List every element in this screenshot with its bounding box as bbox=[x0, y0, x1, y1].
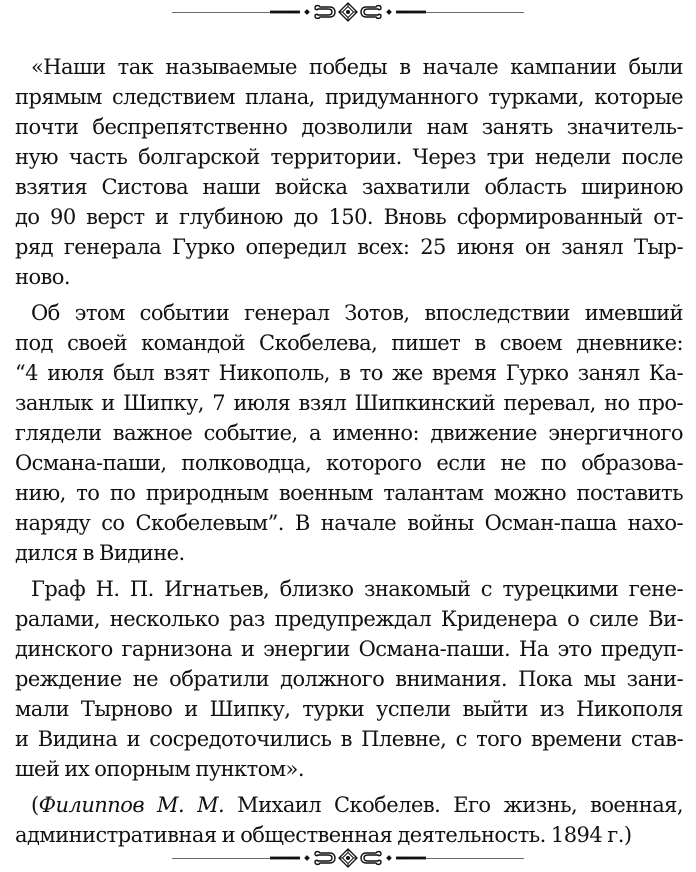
text-line: нию, то по природным военным талантам можно поставить bbox=[15, 481, 683, 505]
text-line: дился в Видине. bbox=[15, 541, 185, 565]
quote-text-block bbox=[15, 52, 683, 856]
citation-paragraph bbox=[15, 790, 683, 850]
paragraph-3 bbox=[15, 574, 683, 784]
open-paren: ( bbox=[31, 793, 39, 817]
paragraph-2 bbox=[15, 298, 683, 568]
bottom-ornament-divider bbox=[170, 848, 526, 868]
paragraph-1 bbox=[15, 52, 683, 292]
text-line: динского гарнизона и энергии Османа-паши. На это предуп- bbox=[15, 637, 683, 661]
text-line: наряду со Скобелевым”. В начале войны Осман-паша нахо- bbox=[15, 511, 683, 535]
floral-divider-icon bbox=[170, 2, 526, 22]
text-line: ново. bbox=[15, 265, 71, 289]
text-line: “4 июля был взят Никополь, в то же время Гурко занял Ка- bbox=[15, 361, 683, 385]
text-line: «Наши так называемые победы в начале кампании были bbox=[31, 55, 683, 79]
text-line: Османа-паши, полководца, которого если не по образова- bbox=[15, 451, 683, 475]
text-line: ряд генерала Гурко опередил всех: 25 июня он занял Тыр- bbox=[15, 235, 683, 259]
text-line: ралами, несколько раз предупреждал Криденера о силе Ви- bbox=[15, 607, 683, 631]
text-line: глядели важное событие, а именно: движение энергичного bbox=[15, 421, 683, 445]
citation-title: Михаил Скобелев. Его жизнь, военная, bbox=[224, 793, 683, 817]
text-line: реждение не обратили должного внимания. Пока мы зани- bbox=[15, 667, 683, 691]
citation-line-2: административная и общественная деятельность. 1894 г.) bbox=[15, 823, 632, 847]
text-line: Граф Н. П. Игнатьев, близко знакомый с турецкими гене- bbox=[31, 577, 683, 601]
text-line: взятия Систова наши войска захватили область шириною bbox=[15, 175, 683, 199]
text-line: Об этом событии генерал Зотов, впоследствии имевший bbox=[31, 301, 683, 325]
text-line: мали Тырново и Шипку, турки успели выйти из Никополя bbox=[15, 697, 683, 721]
top-ornament-divider bbox=[170, 2, 526, 22]
floral-divider-icon bbox=[170, 848, 526, 868]
citation-author: Филиппов М. М. bbox=[38, 793, 225, 817]
text-line: до 90 верст и глубиною до 150. Вновь сформированный от- bbox=[15, 205, 683, 229]
text-line: шей их опорным пунктом». bbox=[15, 757, 304, 781]
text-line: занлык и Шипку, 7 июля взял Шипкинский перевал, но про- bbox=[15, 391, 683, 415]
text-line: и Видина и сосредоточились в Плевне, с того времени став- bbox=[15, 727, 683, 751]
citation-line-1 bbox=[15, 790, 683, 820]
text-line: прямым следствием плана, придуманного турками, которые bbox=[15, 85, 683, 109]
text-line: под своей командой Скобелева, пишет в своем дневнике: bbox=[15, 331, 683, 355]
text-line: почти беспрепятственно дозволили нам занять значитель- bbox=[15, 115, 683, 139]
text-line: ную часть болгарской территории. Через три недели после bbox=[15, 145, 683, 169]
